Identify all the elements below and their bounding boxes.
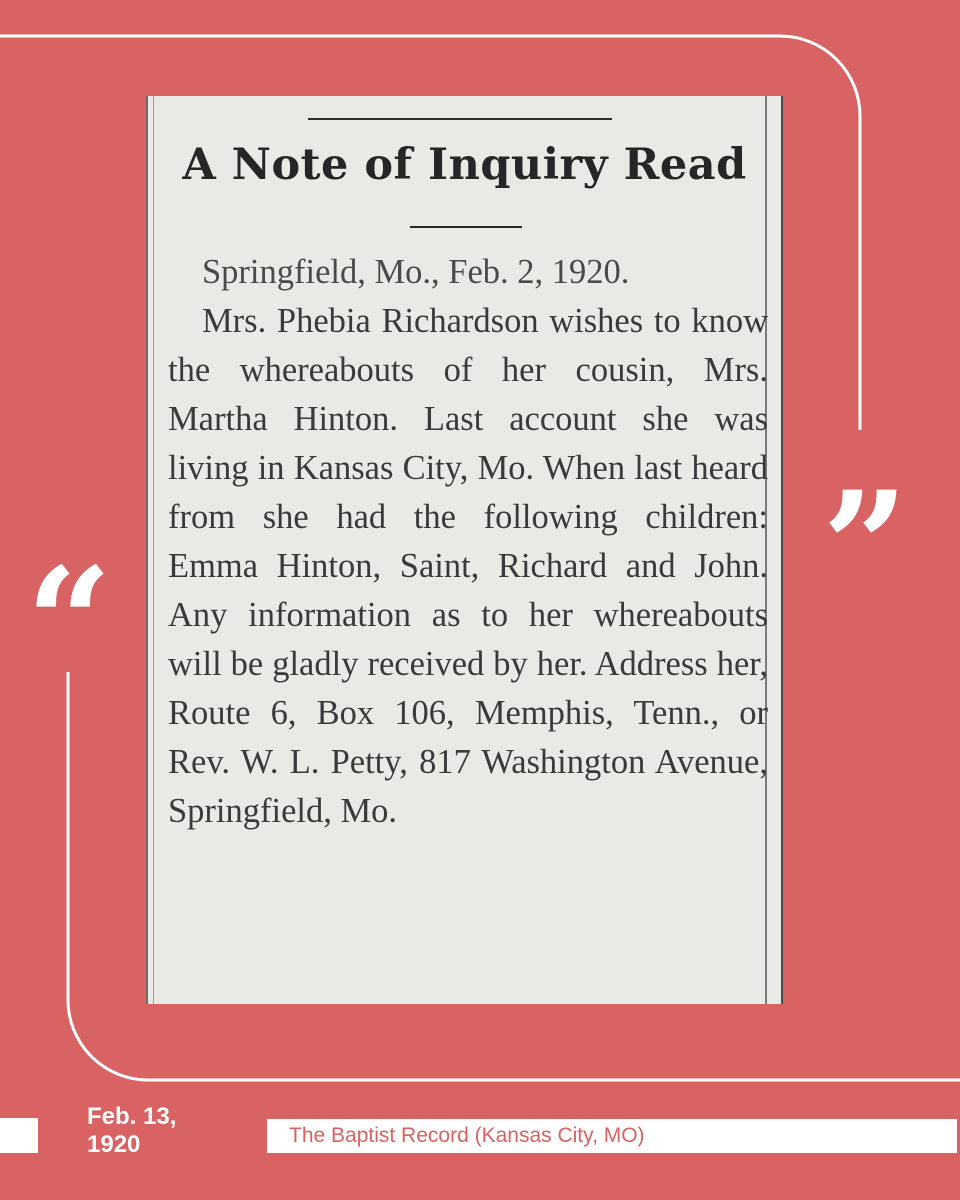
close-quote-icon: ” xyxy=(822,472,909,592)
clipping-headline: A Note of Inquiry Read xyxy=(182,140,747,190)
clipping-dateline: Springfield, Mo., Feb. 2, 1920. xyxy=(202,253,630,291)
publication-date: Feb. 13, 1920 xyxy=(87,1103,177,1158)
headline-top-rule xyxy=(308,118,612,120)
column-rule-left xyxy=(153,96,154,1004)
publication-source: The Baptist Record (Kansas City, MO) xyxy=(267,1119,957,1153)
clipping-article xyxy=(168,248,768,836)
newspaper-clipping xyxy=(146,96,783,1004)
headline-divider xyxy=(410,226,522,228)
open-quote-icon: “ xyxy=(26,548,113,668)
footer-accent-block xyxy=(0,1118,38,1153)
clipping-body: Mrs. Phebia Richardson wishes to know the whereabouts of her cousin, Mrs. Martha Hinton. Last account she was living in Kansas City, Mo. When last heard from she had the following children: Emma Hinton, Saint, Richard and John. Any information as to her whereabouts will be gladly received by her. Address her, Route 6, Box 106, Memphis, Tenn., or Rev. W. L. Petty, 817 Washington Avenue, Springfield, Mo. xyxy=(168,302,768,830)
